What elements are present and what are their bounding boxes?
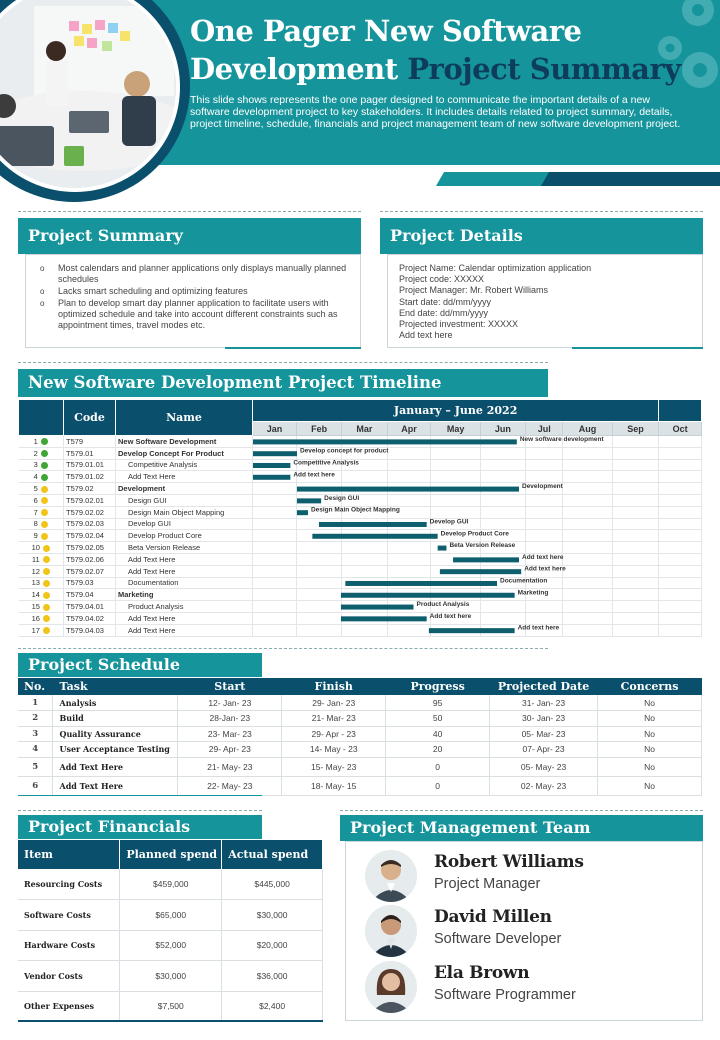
gantt-bar-label: Add text here	[521, 553, 564, 561]
schedule-cell: No	[598, 695, 702, 711]
timeline-row-number	[19, 483, 64, 495]
timeline-row-name: Competitive Analysis	[116, 459, 253, 471]
schedule-cell: 0	[386, 757, 490, 776]
schedule-row	[18, 726, 702, 742]
gantt-bar-label: Add text here	[523, 565, 566, 573]
status-dot-icon	[43, 604, 50, 611]
details-line: Start date: dd/mm/yyyy	[399, 296, 492, 307]
timeline-row-name: Add Text Here	[116, 624, 253, 636]
schedule-row	[18, 757, 702, 776]
timeline-row-code: T579.04	[64, 589, 116, 601]
timeline-row-code: T579.04.03	[64, 624, 116, 636]
financials-cell: $459,000	[120, 869, 222, 900]
gantt-bar	[340, 592, 514, 597]
financials-col-actual: Actual spend	[222, 840, 323, 869]
summary-item: o Plan to develop smart day planner application to facilitate users with optimized schedule and take into account different constraints such as appointment times, travel modes etc.	[40, 298, 350, 331]
schedule-col-task: Task	[53, 678, 178, 695]
status-dot-icon	[41, 521, 48, 528]
gantt-bar	[318, 521, 426, 526]
timeline-row-code: T579.04.02	[64, 612, 116, 624]
status-dot-icon	[43, 592, 50, 599]
summary-accent	[225, 347, 361, 349]
timeline-row-number	[19, 447, 64, 459]
page-subtitle: This slide shows represents the one pager designed to communicate the important details of a new software development project to key stakeholders. It includes details related to project summary, details, project timeline, schedule, financials and project management team of new software development project.	[190, 94, 681, 130]
timeline-row-name: Add Text Here	[116, 553, 253, 565]
summary-item: o Lacks smart scheduling and optimizing features	[40, 286, 350, 297]
timeline-row-name: New Software Development	[116, 436, 253, 448]
financials-col-item: Item	[18, 840, 120, 869]
gantt-bar	[253, 451, 297, 456]
page-title-line1: One Pager New Software	[190, 14, 582, 48]
schedule-col-start: Start	[178, 678, 282, 695]
timeline-row-code: T579.02	[64, 483, 116, 495]
timeline-month-4: May	[431, 422, 480, 436]
timeline-row-code: T579.02.04	[64, 530, 116, 542]
member-role: Software Developer	[434, 931, 562, 947]
gantt-bar	[296, 486, 518, 491]
schedule-cell: Analysis	[53, 695, 178, 711]
gantt-bar-label: Beta Version Release	[448, 541, 515, 549]
gantt-bar	[439, 569, 520, 574]
schedule-col-concerns: Concerns	[598, 678, 702, 695]
schedule-cell: 0	[386, 776, 490, 795]
financials-cell: Hardware Costs	[18, 930, 120, 961]
schedule-cell: Build	[53, 711, 178, 727]
details-box	[387, 254, 703, 348]
status-dot-icon	[41, 474, 48, 481]
timeline-row-code: T579.03	[64, 577, 116, 589]
summary-heading: Project Summary	[18, 218, 361, 254]
gantt-bar-label: New software development	[519, 435, 604, 443]
schedule-row	[18, 711, 702, 727]
status-dot-icon	[43, 568, 50, 575]
timeline-row-name: Add Text Here	[116, 612, 253, 624]
schedule-cell: 6	[18, 776, 53, 795]
financials-cell: $65,000	[120, 900, 222, 931]
financials-row	[18, 930, 323, 961]
row-num-text: 11	[31, 554, 40, 564]
schedule-cell: 05- Mar- 23	[490, 726, 598, 742]
status-dot-icon	[43, 556, 50, 563]
timeline-row-code: T579.02.05	[64, 542, 116, 554]
timeline-row-code: T579.04.01	[64, 601, 116, 613]
summary-box	[25, 254, 361, 348]
financials-cell: $30,000	[120, 961, 222, 992]
details-line: Project Name: Calendar optimization application	[399, 263, 592, 273]
timeline-row-code: T579.01.01	[64, 459, 116, 471]
timeline-row-number	[19, 494, 64, 506]
row-num-text: 7	[33, 507, 38, 517]
gantt-bar-label: Add text here	[429, 612, 471, 620]
schedule-cell: 23- Mar- 23	[178, 726, 282, 742]
timeline-row-name: Develop GUI	[116, 518, 253, 530]
timeline-month-8: Sep	[612, 422, 659, 436]
schedule-cell: 29- Apr - 23	[282, 726, 386, 742]
timeline-row-number	[19, 471, 64, 483]
schedule-cell: 40	[386, 726, 490, 742]
gantt-bar-label: Competitive Analysis	[292, 458, 359, 466]
schedule-cell: Add Text Here	[53, 776, 178, 795]
gantt-bar	[296, 498, 320, 503]
gantt-bar	[296, 510, 307, 515]
avatar	[365, 850, 417, 902]
financials-cell: Other Expenses	[18, 991, 120, 1022]
schedule-cell: 5	[18, 757, 53, 776]
title-part1: Development	[190, 52, 408, 86]
schedule-col-finish: Finish	[282, 678, 386, 695]
timeline-row-code: T579.01	[64, 447, 116, 459]
financials-accent	[18, 1020, 323, 1022]
financials-cell: $7,500	[120, 991, 222, 1022]
timeline-row-number	[19, 518, 64, 530]
row-num-text: 14	[31, 590, 40, 600]
timeline-row-name: Develop Concept For Product	[116, 447, 253, 459]
financials-col-planned: Planned spend	[120, 840, 222, 869]
timeline-row-name: Add Text Here	[116, 471, 253, 483]
status-dot-icon	[43, 580, 50, 587]
row-num-text: 2	[33, 448, 38, 458]
timeline-row-name: Product Analysis	[116, 601, 253, 613]
timeline-col-code: Code	[64, 400, 116, 436]
title-part2: Project Summary	[407, 52, 681, 86]
schedule-cell: 29- Jan- 23	[282, 695, 386, 711]
status-dot-icon	[41, 533, 48, 540]
summary-divider	[18, 211, 361, 212]
timeline-row-name: Design GUI	[116, 494, 253, 506]
financials-cell: Vendor Costs	[18, 961, 120, 992]
timeline-row-name: Beta Version Release	[116, 542, 253, 554]
row-num-text: 9	[33, 531, 38, 541]
schedule-cell: User Acceptance Testing	[53, 742, 178, 758]
schedule-cell: No	[598, 757, 702, 776]
status-dot-icon	[41, 509, 48, 516]
schedule-cell: 12- Jan- 23	[178, 695, 282, 711]
timeline-row-name: Develop Product Core	[116, 530, 253, 542]
gantt-bar	[253, 462, 290, 467]
status-dot-icon	[41, 486, 48, 493]
status-dot-icon	[41, 462, 48, 469]
schedule-cell: 50	[386, 711, 490, 727]
team-divider	[340, 810, 703, 811]
status-dot-icon	[43, 615, 50, 622]
schedule-divider	[18, 648, 548, 649]
timeline-col-name: Name	[116, 400, 253, 436]
financials-heading: Project Financials	[18, 815, 262, 839]
gantt-bar-label: Design GUI	[323, 494, 359, 502]
page-title-line2	[190, 52, 681, 86]
timeline-month-6: Jul	[526, 422, 563, 436]
timeline-month-0: Jan	[253, 422, 297, 436]
row-num-text: 10	[31, 543, 40, 553]
financials-cell: Resourcing Costs	[18, 869, 120, 900]
schedule-cell: 4	[18, 742, 53, 758]
schedule-cell: 30- Jan- 23	[490, 711, 598, 727]
timeline-row-number	[19, 506, 64, 518]
timeline-row-name: Add Text Here	[116, 565, 253, 577]
schedule-table	[18, 678, 702, 796]
schedule-cell: 14- May - 23	[282, 742, 386, 758]
timeline-row-code: T579.01.02	[64, 471, 116, 483]
timeline-row-number	[19, 553, 64, 565]
financials-row	[18, 961, 323, 992]
row-num-text: 8	[33, 519, 38, 529]
details-line: Project Manager: Mr. Robert Williams	[399, 285, 549, 296]
gantt-bar-label: Develop Product Core	[440, 529, 509, 537]
timeline-row-number	[19, 565, 64, 577]
avatar	[365, 905, 417, 957]
schedule-cell: 2	[18, 711, 53, 727]
schedule-cell: 1	[18, 695, 53, 711]
status-dot-icon	[41, 438, 48, 445]
schedule-cell: 3	[18, 726, 53, 742]
schedule-cell: 22- May- 23	[178, 776, 282, 795]
timeline-period-ext	[659, 400, 702, 422]
schedule-cell: 31- Jan- 23	[490, 695, 598, 711]
schedule-col-no: No.	[18, 678, 53, 695]
schedule-row	[18, 695, 702, 711]
financials-table	[18, 840, 323, 1022]
schedule-row	[18, 776, 702, 795]
row-num-text: 15	[31, 602, 40, 612]
schedule-cell: No	[598, 776, 702, 795]
gantt-bar	[428, 628, 514, 633]
details-divider	[380, 211, 703, 212]
schedule-cell: 95	[386, 695, 490, 711]
timeline-col-num	[19, 400, 64, 436]
gantt-bar	[345, 580, 497, 585]
gantt-bar	[340, 616, 426, 621]
gantt-bar-label: Product Analysis	[415, 600, 469, 608]
schedule-cell: Add Text Here	[53, 757, 178, 776]
timeline-row-name: Marketing	[116, 589, 253, 601]
financials-cell: $2,400	[222, 991, 323, 1022]
timeline-row-code: T579.02.07	[64, 565, 116, 577]
member-role: Software Programmer	[434, 987, 576, 1003]
timeline-month-7: Aug	[563, 422, 612, 436]
schedule-cell: No	[598, 726, 702, 742]
details-line: Projected investment: XXXXX	[399, 319, 519, 330]
gantt-bar	[312, 533, 437, 538]
details-list	[388, 255, 702, 341]
gantt-bar	[253, 439, 517, 444]
schedule-cell: 15- May- 23	[282, 757, 386, 776]
schedule-cell: No	[598, 742, 702, 758]
avatar	[365, 961, 417, 1013]
details-line: End date: dd/mm/yyyy	[399, 307, 489, 318]
schedule-cell: 05- May- 23	[490, 757, 598, 776]
schedule-accent	[18, 795, 262, 796]
gantt-bar-label: Marketing	[517, 588, 548, 596]
timeline-period: January – June 2022	[253, 400, 659, 422]
gantt-bar	[437, 545, 446, 550]
row-num-text: 16	[31, 613, 40, 623]
summary-list	[26, 255, 360, 331]
member-name: Ela Brown	[434, 963, 530, 983]
summary-item: o Most calendars and planner applications only displays manually planned schedules	[40, 263, 350, 285]
gantt-bar-label: Development	[521, 482, 563, 490]
timeline-row-number	[19, 530, 64, 542]
timeline-row-number	[19, 436, 64, 448]
details-accent	[572, 347, 703, 349]
timeline-row-number	[19, 589, 64, 601]
gantt-bar	[340, 604, 413, 609]
gantt-bar	[253, 474, 290, 479]
status-dot-icon	[41, 450, 48, 457]
schedule-cell: 28-Jan- 23	[178, 711, 282, 727]
schedule-col-projected: Projected Date	[490, 678, 598, 695]
timeline-row-number	[19, 601, 64, 613]
decor-stripe-navy	[541, 172, 720, 186]
schedule-cell: 18- May- 15	[282, 776, 386, 795]
timeline-month-3: Apr	[387, 422, 431, 436]
timeline-row-number	[19, 577, 64, 589]
timeline-row-number	[19, 459, 64, 471]
timeline-row-number	[19, 542, 64, 554]
team-heading: Project Management Team	[340, 815, 703, 841]
row-num-text: 4	[33, 472, 38, 482]
schedule-cell: 21- May- 23	[178, 757, 282, 776]
status-dot-icon	[41, 497, 48, 504]
financials-cell: $36,000	[222, 961, 323, 992]
gantt-bar-label: Design Main Object Mapping	[310, 506, 400, 514]
member-name: David Millen	[434, 907, 552, 927]
schedule-cell: 29- Apr- 23	[178, 742, 282, 758]
timeline-divider	[18, 362, 548, 363]
gantt-bars	[253, 436, 702, 637]
row-num-text: 12	[31, 566, 40, 576]
member-name: Robert Williams	[434, 852, 584, 872]
timeline-row-code: T579	[64, 436, 116, 448]
timeline-row-name: Design Main Object Mapping	[116, 506, 253, 518]
gantt-bar-label: Add text here	[517, 624, 559, 632]
financials-divider	[18, 810, 262, 811]
timeline-row-code: T579.02.01	[64, 494, 116, 506]
schedule-col-progress: Progress	[386, 678, 490, 695]
row-num-text: 13	[31, 578, 40, 588]
gantt-bar-label: Documentation	[499, 576, 547, 584]
timeline-row-code: T579.02.06	[64, 553, 116, 565]
schedule-row	[18, 742, 702, 758]
financials-row	[18, 869, 323, 900]
financials-cell: $445,000	[222, 869, 323, 900]
timeline-month-1: Feb	[296, 422, 341, 436]
schedule-heading: Project Schedule	[18, 653, 262, 677]
timeline-row-code: T579.02.02	[64, 506, 116, 518]
timeline-row-number	[19, 612, 64, 624]
status-dot-icon	[43, 545, 50, 552]
row-num-text: 5	[33, 484, 38, 494]
schedule-cell: 20	[386, 742, 490, 758]
timeline-row-name: Documentation	[116, 577, 253, 589]
financials-cell: $20,000	[222, 930, 323, 961]
details-line: Project code: XXXXX	[399, 274, 485, 285]
status-dot-icon	[43, 627, 50, 634]
financials-row	[18, 991, 323, 1022]
financials-cell: $52,000	[120, 930, 222, 961]
row-num-text: 6	[33, 495, 38, 505]
timeline-month-9: Oct	[659, 422, 702, 436]
financials-row	[18, 900, 323, 931]
details-line: Add text here	[399, 330, 453, 341]
row-num-text: 17	[31, 625, 40, 635]
schedule-cell: 07- Apr- 23	[490, 742, 598, 758]
row-num-text: 1	[33, 436, 38, 446]
financials-cell: Software Costs	[18, 900, 120, 931]
timeline-row-code: T579.02.03	[64, 518, 116, 530]
gantt-bar-label: Develop GUI	[429, 517, 468, 525]
timeline-month-2: Mar	[342, 422, 387, 436]
gantt-bar	[453, 557, 519, 562]
schedule-cell: Quality Assurance	[53, 726, 178, 742]
gantt-bar-label: Develop concept for product	[299, 447, 388, 455]
details-heading: Project Details	[380, 218, 703, 254]
row-num-text: 3	[33, 460, 38, 470]
financials-cell: $30,000	[222, 900, 323, 931]
member-role: Project Manager	[434, 876, 541, 892]
schedule-cell: 02- May- 23	[490, 776, 598, 795]
schedule-cell: No	[598, 711, 702, 727]
timeline-row-number	[19, 624, 64, 636]
schedule-cell: 21- Mar- 23	[282, 711, 386, 727]
timeline-heading: New Software Development Project Timeline	[18, 369, 548, 397]
timeline-month-5: Jun	[480, 422, 525, 436]
gantt-bar-label: Add text here	[292, 470, 335, 478]
timeline-row-name: Development	[116, 483, 253, 495]
